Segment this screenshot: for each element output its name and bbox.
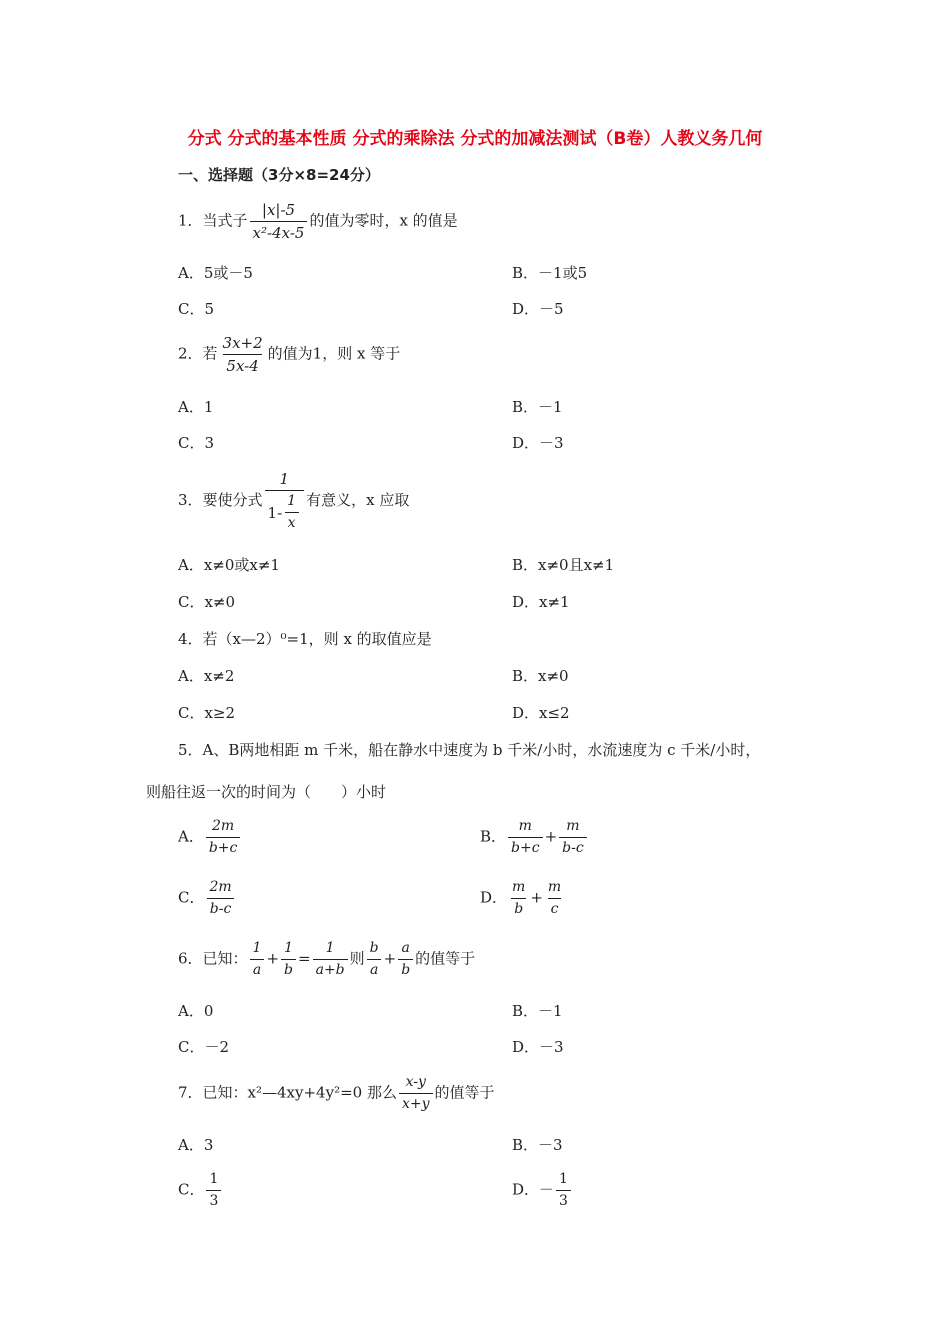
question-3-numerator: 1 [279,470,290,488]
q3-option-b: B．x≠0且x≠1 [512,556,615,574]
q5-option-c [178,879,237,918]
question-6-fraction-3 [313,940,348,979]
question-7-denominator: x+y [399,1093,433,1113]
q5-option-d: D． $\frac{m}{b}$ + $\frac{m}{c}$ [480,879,566,918]
question-3-den-prefix: 1- [267,503,283,522]
q6-option-a: A．0 [178,1002,214,1020]
question-1 [178,201,458,242]
q7-option-b: B．－3 [512,1136,563,1154]
q7-option-c-label: C． [178,1180,205,1199]
q5-option-b-fraction-1 [508,818,543,857]
q1-option-b: B．－1或5 [512,264,588,282]
question-6-fraction-2-den: b [281,959,296,979]
question-6-fraction-4-den: a [367,959,381,979]
q5-option-b-denominator-2: b-c [559,837,587,857]
document-title: 分式 分式的基本性质 分式的乘除法 分式的加减法测试（B卷）人教义务几何 [187,129,763,149]
question-6-fraction-1-den: a [250,959,264,979]
question-6-fraction-5 [398,940,413,979]
question-2-denominator: 5x-4 [223,354,261,375]
q5-option-b-fraction-2 [559,818,587,857]
q4-option-a: A．x≠2 [178,667,235,685]
q6-option-d: D．－3 [512,1038,564,1056]
q5-option-a-fraction [206,818,241,857]
q5-option-d-numerator-2: m [547,879,562,895]
question-6-fraction-5-den: b [398,959,413,979]
question-6-fraction-2 [281,940,296,979]
question-6-fraction-1 [250,940,265,979]
question-5-line-2: 则船往返一次的时间为（ ）小时 [146,783,387,801]
question-3-prefix: 3．要使分式 [178,491,263,509]
question-2-suffix: 的值为1，则 x 等于 [267,344,401,363]
q5-option-a-label: A． [178,827,204,846]
question-5-line-1: 5．A、B两地相距 m 千米，船在静水中速度为 b 千米/小时，水流速度为 c 千米/小时， [178,741,761,759]
question-3 [178,470,409,532]
question-7 [178,1074,495,1113]
q5-option-c-label: C． [178,888,205,907]
q5-option-a-numerator: 2m [212,818,235,834]
q5-option-d-denominator-1: b [511,898,526,918]
q7-option-c-fraction [206,1171,221,1210]
question-6-suffix: 的值等于 [415,949,476,968]
q5-option-d-fraction-1 [509,879,528,918]
q6-option-b: B．－1 [512,1002,563,1020]
question-6-fraction-2-num: 1 [284,940,293,956]
question-7-prefix: 7．已知：x²—4xy+4y²=0 那么 [178,1083,397,1102]
question-2-prefix: 2．若 [178,344,218,363]
question-6-fraction-1-num: 1 [252,940,262,956]
question-1-prefix: 1．当式子 [178,211,248,230]
question-1-denominator: x²-4x-5 [250,221,308,242]
question-4: 4．若（x—2）⁰=1，则 x 的取值应是 [178,630,432,648]
question-2-fraction [220,334,266,375]
question-6-fraction-4-num: b [369,940,379,956]
q1-option-d: D．－5 [512,300,564,318]
q7-option-d [512,1171,573,1210]
q5-option-c-numerator: 2m [209,879,232,895]
q5-option-b-label: B． [480,827,507,846]
q6-option-c: C．－2 [178,1038,230,1056]
q2-option-a: A．1 [178,398,214,416]
q2-option-c: C．3 [178,434,215,452]
q4-option-b: B．x≠0 [512,667,569,685]
q1-option-a: A．5或－5 [178,264,253,282]
question-7-numerator: x-y [405,1074,426,1090]
q1-option-c: C．5 [178,300,215,318]
q5-option-c-denominator: b-c [207,898,235,918]
q5-option-a-denominator: b+c [206,837,241,857]
q7-option-a: A．3 [178,1136,214,1154]
question-6-fraction-3-num: 1 [325,940,335,956]
q4-option-d: D．x≤2 [512,704,570,722]
q5-option-b: B． $\frac{m}{b+c}$ + $\frac{m}{b-c}$ [480,818,589,857]
question-3-inner-fraction [284,493,299,532]
q3-option-a: A．x≠0或x≠1 [178,556,280,574]
question-1-numerator: |x|-5 [261,201,296,219]
q2-option-d: D．－3 [512,434,564,452]
question-7-suffix: 的值等于 [434,1083,495,1102]
question-1-fraction [250,201,308,242]
q4-option-c: C．x≥2 [178,704,236,722]
q7-option-c-numerator: 1 [209,1171,219,1187]
q7-option-c [178,1171,223,1210]
q5-option-c-fraction [206,879,234,918]
question-2 [178,334,400,375]
question-6-connector: 则 [349,949,365,968]
question-6-prefix: 6．已知： [178,949,248,968]
q5-option-a [178,818,242,857]
q3-option-c: C．x≠0 [178,593,236,611]
question-2-numerator: 3x+2 [222,334,263,352]
question-3-fraction [265,470,305,532]
q5-option-d-fraction-2 [545,879,564,918]
question-6-fraction-4 [367,940,382,979]
q5-option-b-denominator-1: b+c [508,837,543,857]
q5-option-b-numerator-2: m [566,818,580,834]
question-3-inner-numerator: 1 [287,493,297,509]
q3-option-d: D．x≠1 [512,593,570,611]
question-6-fraction-3-den: a+b [313,959,348,979]
q7-option-d-denominator: 3 [556,1190,571,1210]
question-1-suffix: 的值为零时，x 的值是 [309,211,458,230]
q5-option-d-label: D． [480,888,508,907]
q2-option-b: B．－1 [512,398,563,416]
q7-option-c-denominator: 3 [206,1190,221,1210]
question-3-suffix: 有意义，x 应取 [306,491,410,509]
question-3-denominator [265,490,305,532]
section-heading: 一、选择题（3分×8=24分） [178,166,380,184]
question-6-fraction-5-num: a [401,940,410,956]
q7-option-d-numerator: 1 [559,1171,568,1187]
q7-option-d-fraction [556,1171,571,1210]
question-7-fraction [399,1074,433,1113]
q5-option-b-numerator-1: m [518,818,532,834]
q5-option-d-denominator-2: c [548,898,562,918]
question-3-inner-denominator: x [285,512,299,532]
question-6: 6．已知： $\frac{1}{a}$ + $\frac{1}{b}$ = $\frac{1}{a+b}$ 则 $\frac{b}{a}$ + $\frac{a}{b}$ 的值等于 [178,940,476,978]
q5-option-d-numerator-1: m [512,879,526,895]
q7-option-d-label: D．－ [512,1180,555,1199]
